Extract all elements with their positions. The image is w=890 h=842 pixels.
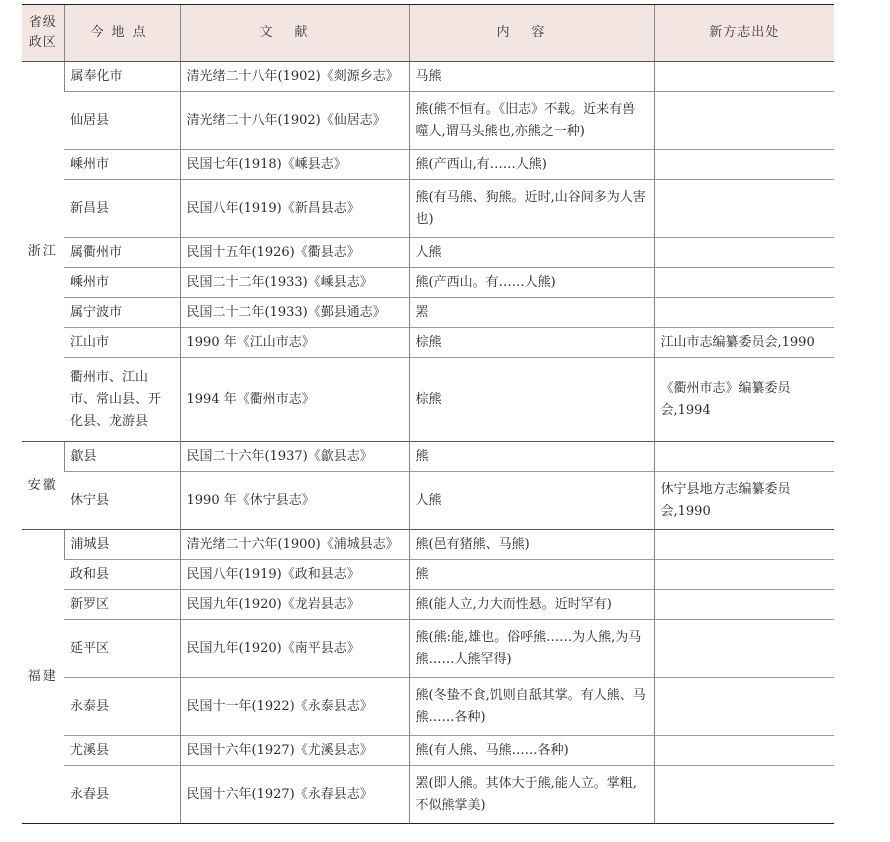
content-cell: 人熊 [409,238,654,268]
document-cell: 民国十一年(1922)《永泰县志》 [180,678,409,736]
document-cell: 民国二十六年(1937)《歙县志》 [180,442,409,472]
location-cell: 衢州市、江山市、常山县、开化县、龙游县 [64,358,180,442]
document-cell: 1994 年《衢州市志》 [180,358,409,442]
table-header [22,5,834,62]
table-row [22,678,834,736]
document-cell: 1990 年《休宁县志》 [180,472,409,530]
content-cell: 熊 [409,560,654,590]
location-cell: 属宁波市 [64,298,180,328]
document-cell: 民国七年(1918)《嵊县志》 [180,150,409,180]
content-cell: 熊(能人立,力大而性悬。近时罕有) [409,590,654,620]
content-cell: 熊(有马熊、狗熊。近时,山谷间多为人害也) [409,180,654,238]
content-cell: 人熊 [409,472,654,530]
content-cell: 熊(产西山。有……人熊) [409,268,654,298]
source-cell [654,268,834,298]
header-row [22,5,834,62]
province-cell: 安徽 [22,442,64,530]
content-cell: 马熊 [409,62,654,92]
document-cell: 民国九年(1920)《龙岩县志》 [180,590,409,620]
document-cell: 民国十六年(1927)《尤溪县志》 [180,736,409,766]
table-row [22,620,834,678]
table-row [22,472,834,530]
table-row [22,238,834,268]
document-cell: 1990 年《江山市志》 [180,328,409,358]
document-cell: 民国十六年(1927)《永春县志》 [180,766,409,824]
document-cell: 清光绪二十八年(1902)《仙居志》 [180,92,409,150]
table-row [22,530,834,560]
location-cell: 政和县 [64,560,180,590]
source-cell [654,442,834,472]
source-cell: 休宁县地方志编纂委员会,1990 [654,472,834,530]
location-cell: 新昌县 [64,180,180,238]
location-cell: 浦城县 [64,530,180,560]
content-cell: 熊(冬蛰不食,饥则自舐其掌。有人熊、马熊……各种) [409,678,654,736]
content-cell: 罴(即人熊。其体大于熊,能人立。掌粗,不似熊掌美) [409,766,654,824]
content-cell: 熊(熊:能,雄也。俗呼熊……为人熊,为马熊……人熊罕得) [409,620,654,678]
source-cell [654,180,834,238]
location-cell: 属奉化市 [64,62,180,92]
header-content: 内容 [409,5,654,62]
location-cell: 歙县 [64,442,180,472]
source-cell [654,736,834,766]
table-row [22,150,834,180]
document-cell: 民国九年(1920)《南平县志》 [180,620,409,678]
location-cell: 仙居县 [64,92,180,150]
table-row [22,358,834,442]
location-cell: 新罗区 [64,590,180,620]
source-cell [654,590,834,620]
content-cell: 熊(熊不恒有。《旧志》不载。近来有兽噬人,谓马头熊也,亦熊之一种) [409,92,654,150]
location-cell: 嵊州市 [64,268,180,298]
province-cell: 浙江 [22,62,64,442]
source-cell [654,620,834,678]
location-cell: 嵊州市 [64,150,180,180]
table-row [22,328,834,358]
source-cell: 江山市志编纂委员会,1990 [654,328,834,358]
source-cell [654,150,834,180]
location-cell: 永春县 [64,766,180,824]
location-cell: 属衢州市 [64,238,180,268]
header-document: 文献 [180,5,409,62]
document-cell: 清光绪二十六年(1900)《浦城县志》 [180,530,409,560]
table-row [22,442,834,472]
table-row [22,590,834,620]
source-cell [654,560,834,590]
table-row [22,560,834,590]
content-cell: 棕熊 [409,328,654,358]
source-cell: 《衢州市志》编纂委员会,1994 [654,358,834,442]
content-cell: 熊(产西山,有……人熊) [409,150,654,180]
table-row [22,180,834,238]
province-cell: 福建 [22,530,64,824]
content-cell: 熊 [409,442,654,472]
table-row [22,298,834,328]
source-cell [654,678,834,736]
source-cell [654,298,834,328]
content-cell: 熊(邑有猪熊、马熊) [409,530,654,560]
table-body [22,62,834,824]
table-row [22,766,834,824]
source-cell [654,530,834,560]
source-cell [654,238,834,268]
header-source: 新方志出处 [654,5,834,62]
content-cell: 熊(有人熊、马熊……各种) [409,736,654,766]
content-cell: 棕熊 [409,358,654,442]
source-cell [654,766,834,824]
document-cell: 民国二十二年(1933)《嵊县志》 [180,268,409,298]
table-row [22,736,834,766]
location-cell: 延平区 [64,620,180,678]
location-cell: 尤溪县 [64,736,180,766]
table-row [22,92,834,150]
records-table [22,4,834,824]
document-cell: 民国十五年(1926)《衢县志》 [180,238,409,268]
location-cell: 永泰县 [64,678,180,736]
document-cell: 民国八年(1919)《政和县志》 [180,560,409,590]
document-cell: 清光绪二十八年(1902)《剡源乡志》 [180,62,409,92]
source-cell [654,92,834,150]
document-cell: 民国八年(1919)《新昌县志》 [180,180,409,238]
header-province: 省级政区 [22,5,64,62]
source-cell [654,62,834,92]
table-row [22,268,834,298]
location-cell: 江山市 [64,328,180,358]
content-cell: 罴 [409,298,654,328]
document-cell: 民国二十二年(1933)《鄞县通志》 [180,298,409,328]
header-location: 今地点 [64,5,180,62]
table-row [22,62,834,92]
location-cell: 休宁县 [64,472,180,530]
